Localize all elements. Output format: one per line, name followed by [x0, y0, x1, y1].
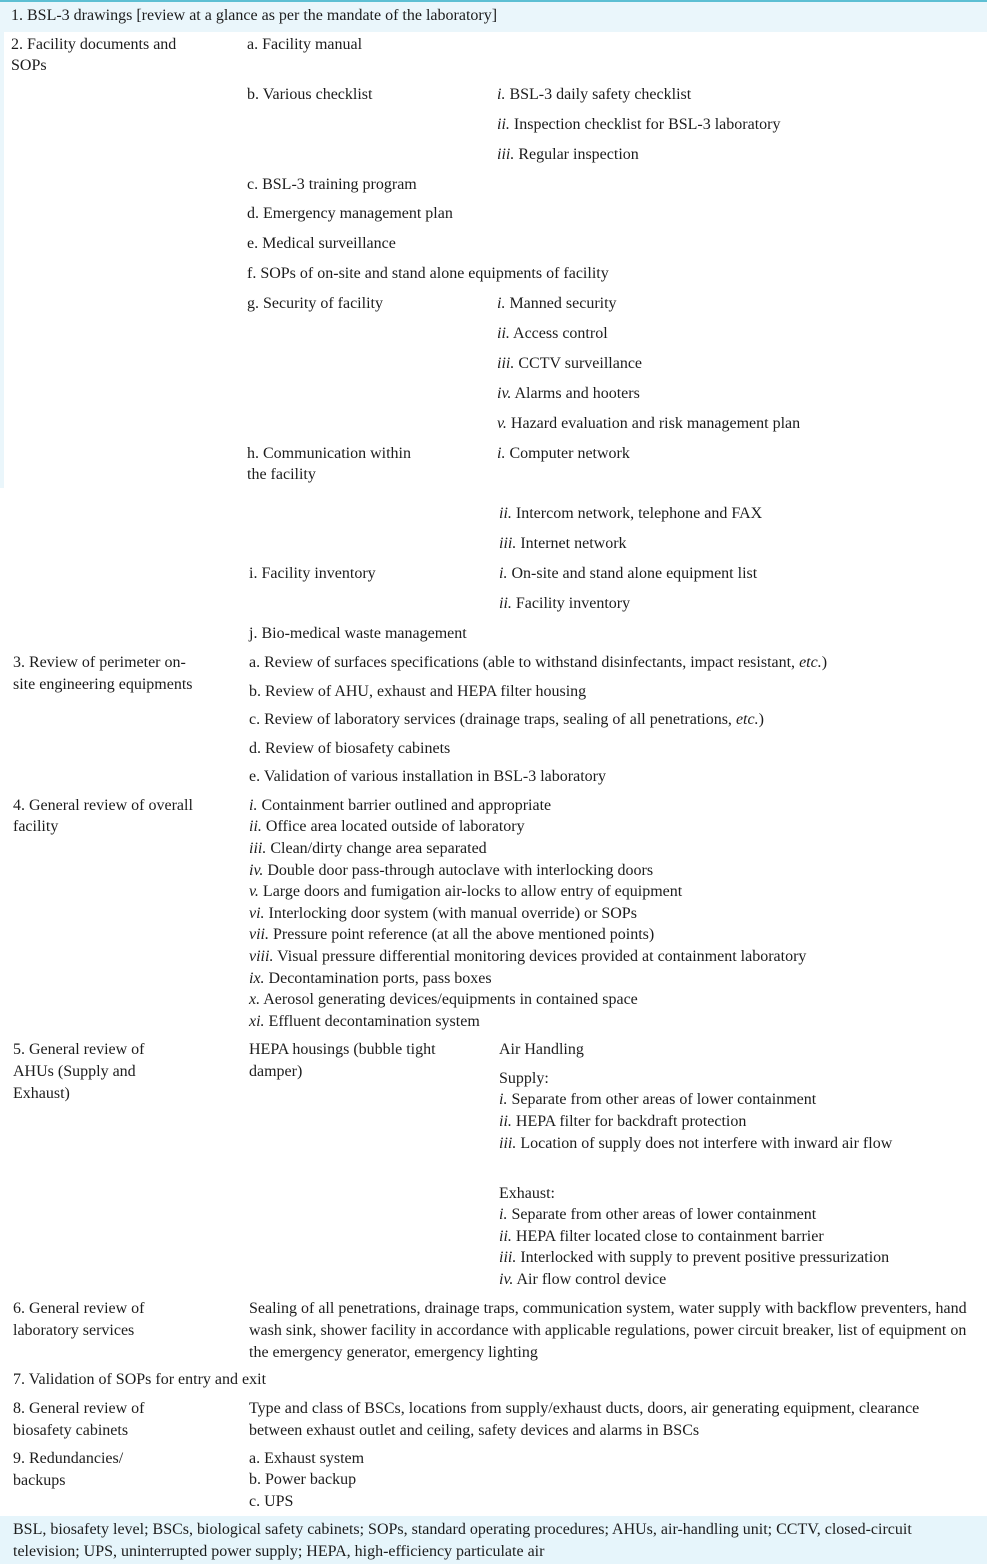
row-4-item-1: i. Containment barrier outlined and appropriate: [249, 797, 552, 814]
row-4-item-7: vii. Pressure point reference (at all the above mentioned points): [249, 926, 655, 943]
row-2-h-sub-1: i. Computer network: [497, 445, 630, 462]
row-2-label: 2. Facility documents and SOPs: [11, 36, 177, 74]
row-4-item-5: v. Large doors and fumigation air-locks to allow entry of equipment: [249, 883, 683, 900]
row-5-supply-heading: Supply:: [499, 1070, 549, 1087]
row-2-h-sub-2: ii. Intercom network, telephone and FAX: [499, 505, 763, 522]
row-2-item-d: d. Emergency management plan: [247, 205, 453, 222]
row-3-item-d: d. Review of biosafety cabinets: [249, 740, 451, 757]
row-2-g-sub-5: v. Hazard evaluation and risk management plan: [497, 415, 801, 432]
row-9-item-b: b. Power backup: [249, 1471, 357, 1488]
row-2-item-c: c. BSL-3 training program: [247, 176, 417, 193]
row-4-item-11: xi. Effluent decontamination system: [249, 1013, 480, 1030]
row-9-label: 9. Redundancies/ backups: [13, 1450, 124, 1489]
row-5-supply-1: i. Separate from other areas of lower containment: [499, 1091, 817, 1108]
row-7-label: 7. Validation of SOPs for entry and exit: [13, 1371, 267, 1388]
row-2-item-g: g. Security of facility: [247, 295, 383, 312]
row-2-item-a: a. Facility manual: [247, 36, 363, 53]
row-shading-edge: [0, 32, 4, 488]
row-2-g-sub-1: i. Manned security: [497, 295, 617, 312]
row-2-h-sub-3: iii. Internet network: [499, 535, 627, 552]
row-5-label: 5. General review of AHUs (Supply and Exhaust): [13, 1041, 145, 1102]
row-4-item-2: ii. Office area located outside of laboratory: [249, 818, 525, 835]
row-8-text: Type and class of BSCs, locations from supply/exhaust ducts, doors, air generating equipment, clearance between exhaust outlet and ceiling, safety devices and alarms in BSCs: [249, 1400, 920, 1439]
row-5-exhaust-3: iii. Interlocked with supply to prevent positive pressurization: [499, 1249, 890, 1266]
row-2-item-e: e. Medical surveillance: [247, 235, 396, 252]
row-4-item-3: iii. Clean/dirty change area separated: [249, 840, 487, 857]
row-5-exhaust-1: i. Separate from other areas of lower containment: [499, 1206, 817, 1223]
row-3-label: 3. Review of perimeter on-site engineering equipments: [13, 654, 193, 693]
row-5-supply-2: ii. HEPA filter for backdraft protection: [499, 1113, 747, 1130]
row-5-exhaust-heading: Exhaust:: [499, 1185, 555, 1202]
table-footnote: BSL, biosafety level; BSCs, biological safety cabinets; SOPs, standard operating procedures; AHUs, air-handling unit; CCTV, closed-circuit television; UPS, uninterrupted power supply; HEPA, high-efficiency particulate air: [13, 1521, 912, 1560]
row-2-item-i: i. Facility inventory: [249, 565, 376, 582]
row-4-item-9: ix. Decontamination ports, pass boxes: [249, 970, 492, 987]
row-2-g-sub-4: iv. Alarms and hooters: [497, 385, 640, 402]
row-3-item-b: b. Review of AHU, exhaust and HEPA filter housing: [249, 683, 587, 700]
row-2-item-j: j. Bio-medical waste management: [249, 625, 467, 642]
row-2-g-sub-3: iii. CCTV surveillance: [497, 355, 643, 372]
row-2-b-sub-3: iii. Regular inspection: [497, 146, 639, 163]
row-2-b-sub-2: ii. Inspection checklist for BSL-3 laboratory: [497, 116, 781, 133]
row-5-exhaust-4: iv. Air flow control device: [499, 1271, 667, 1288]
row-2-item-f: f. SOPs of on-site and stand alone equipments of facility: [247, 265, 609, 282]
row-9-item-a: a. Exhaust system: [249, 1450, 365, 1467]
row-3-item-e: e. Validation of various installation in BSL-3 laboratory: [249, 768, 606, 785]
row-1-label: 1. BSL-3 drawings [review at a glance as per the mandate of the laboratory]: [11, 7, 498, 24]
row-5-supply-3: iii. Location of supply does not interfere with inward air flow: [499, 1135, 893, 1152]
row-3-item-c: c. Review of laboratory services (drainage traps, sealing of all penetrations, etc.): [249, 711, 764, 728]
row-4-item-4: iv. Double door pass-through autoclave with interlocking doors: [249, 862, 654, 879]
row-5-hepa-housings: HEPA housings (bubble tight damper): [249, 1041, 436, 1080]
row-4-label: 4. General review of overall facility: [13, 797, 193, 835]
row-3-item-a: a. Review of surfaces specifications (able to withstand disinfectants, impact resistant, etc.): [249, 654, 828, 671]
row-4-item-8: viii. Visual pressure differential monitoring devices provided at containment laboratory: [249, 948, 807, 965]
row-5-exhaust-2: ii. HEPA filter located close to containment barrier: [499, 1228, 824, 1245]
row-2-item-h: h. Communication within the facility: [247, 445, 411, 483]
row-8-label: 8. General review of biosafety cabinets: [13, 1400, 145, 1439]
row-2-i-sub-1: i. On-site and stand alone equipment list: [499, 565, 758, 582]
row-2-b-sub-1: i. BSL-3 daily safety checklist: [497, 86, 692, 103]
row-2-i-sub-2: ii. Facility inventory: [499, 595, 631, 612]
row-6-text: Sealing of all penetrations, drainage traps, communication system, water supply with backflow preventers, hand wash sink, shower facility in accordance with applicable regulations, power circuit breaker, list of equipment on the emergency generator, emergency lighting: [249, 1300, 967, 1361]
row-5-air-handling: Air Handling: [499, 1041, 584, 1058]
row-4-item-10: x. Aerosol generating devices/equipments in contained space: [249, 991, 638, 1008]
row-2-item-b: b. Various checklist: [247, 86, 373, 103]
row-2-g-sub-2: ii. Access control: [497, 325, 608, 342]
row-4-item-6: vi. Interlocking door system (with manual override) or SOPs: [249, 905, 637, 922]
row-6-label: 6. General review of laboratory services: [13, 1300, 145, 1339]
row-9-item-c: c. UPS: [249, 1493, 294, 1510]
